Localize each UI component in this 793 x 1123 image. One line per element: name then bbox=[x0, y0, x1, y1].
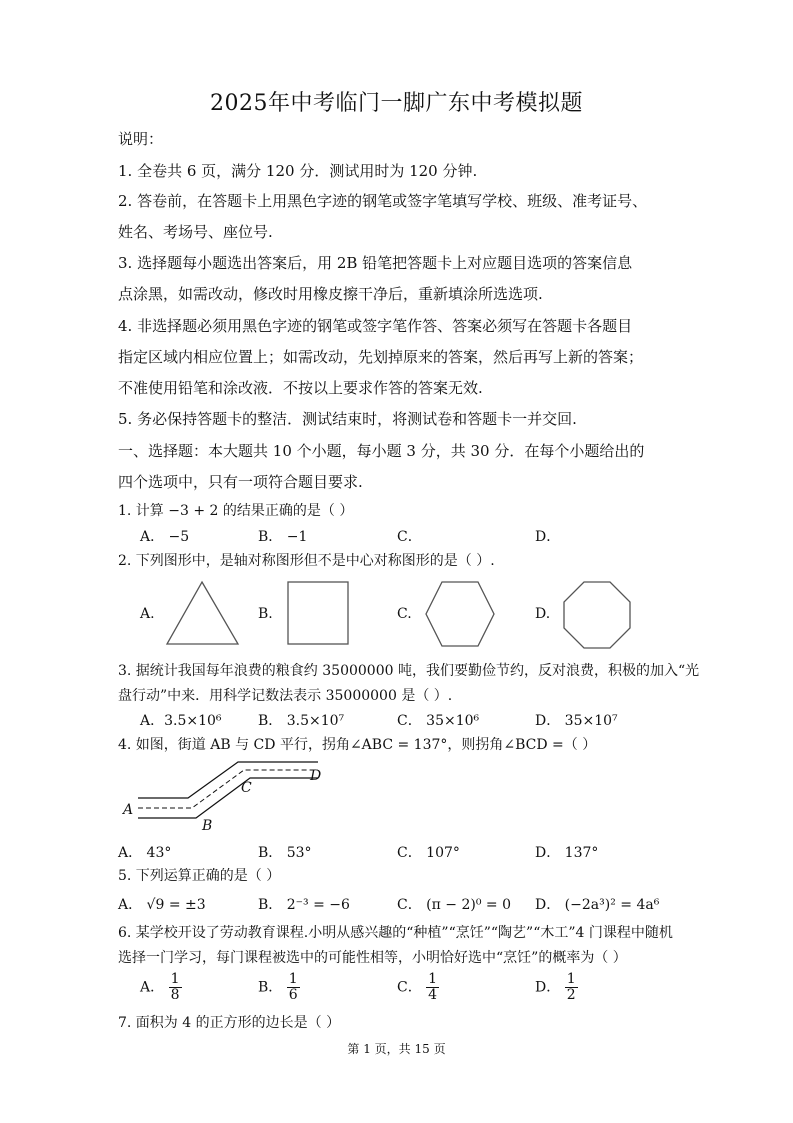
label-d: D bbox=[310, 768, 322, 784]
fraction bbox=[426, 972, 439, 1003]
option-label: B． bbox=[258, 979, 283, 996]
question-3-stem-cont: 盘行动”中来．用科学记数法表示 35000000 是（ ）. bbox=[118, 688, 453, 704]
street-figure bbox=[118, 756, 338, 834]
square-figure bbox=[286, 580, 350, 646]
octagon-figure bbox=[562, 580, 632, 650]
q2-option-b[interactable]: B. bbox=[258, 606, 273, 622]
option-label: A． bbox=[140, 979, 165, 996]
label-b: B bbox=[202, 818, 213, 834]
section-heading: 一、选择题：本大题共 10 个小题，每小题 3 分，共 30 分．在每个小题给出的 bbox=[118, 442, 645, 460]
q2-option-c[interactable]: C. bbox=[397, 606, 412, 622]
q6-option-a[interactable] bbox=[140, 972, 182, 1003]
question-1-stem: 1. 计算 −3 + 2 的结果正确的是（ ） bbox=[118, 503, 354, 519]
q1-option-d[interactable]: D． bbox=[535, 529, 561, 545]
q3-option-a[interactable]: A．3.5×10⁶ bbox=[140, 713, 222, 729]
numerator: 1 bbox=[170, 971, 180, 987]
page-title: 2025年中考临门一脚广东中考模拟题 bbox=[210, 91, 583, 116]
label-c: C bbox=[241, 780, 252, 796]
instruction-line: 指定区域内相应位置上；如需改动，先划掉原来的答案，然后再写上新的答案； bbox=[118, 348, 644, 366]
instruction-line: 3. 选择题每小题选出答案后，用 2B 铅笔把答题卡上对应题目选项的答案信息 bbox=[118, 254, 633, 272]
q6-option-b[interactable] bbox=[258, 972, 300, 1003]
question-4-stem: 4. 如图，街道 AB 与 CD 平行，拐角∠ABC = 137°，则拐角∠BCD =（ ） bbox=[118, 737, 597, 753]
question-7-stem: 7. 面积为 4 的正方形的边长是（ ） bbox=[118, 1015, 341, 1031]
q1-option-a[interactable]: A． −5 bbox=[140, 529, 190, 545]
instructions-heading: 说明： bbox=[118, 130, 164, 148]
section-heading-cont: 四个选项中，只有一项符合题目要求. bbox=[118, 473, 363, 491]
q5-option-b[interactable]: B． 2⁻³ = −6 bbox=[258, 897, 350, 913]
q5-option-a[interactable]: A． √9 = ±3 bbox=[118, 897, 206, 913]
q1-option-c[interactable]: C． bbox=[397, 529, 422, 545]
q3-option-c[interactable]: C． 35×10⁶ bbox=[397, 713, 480, 729]
fraction bbox=[565, 972, 578, 1003]
q4-option-c[interactable]: C． 107° bbox=[397, 845, 460, 861]
q1-option-b[interactable]: B． −1 bbox=[258, 529, 308, 545]
q3-option-d[interactable]: D． 35×10⁷ bbox=[535, 713, 618, 729]
q4-option-b[interactable]: B． 53° bbox=[258, 845, 312, 861]
question-2-stem: 2. 下列图形中，是轴对称图形但不是中心对称图形的是（ ）. bbox=[118, 553, 495, 569]
instruction-line: 姓名、考场号、座位号. bbox=[118, 223, 273, 241]
instruction-line: 1. 全卷共 6 页，满分 120 分．测试用时为 120 分钟. bbox=[118, 162, 478, 180]
question-3-stem: 3. 据统计我国每年浪费的粮食约 35000000 吨，我们要勤俭节约，反对浪费，积极的加入“光 bbox=[118, 663, 700, 679]
q5-option-d[interactable]: D． (−2a³)² = 4a⁶ bbox=[535, 897, 660, 913]
question-5-stem: 5. 下列运算正确的是（ ） bbox=[118, 868, 281, 884]
instruction-line: 点涂黑，如需改动，修改时用橡皮擦干净后，重新填涂所选选项. bbox=[118, 285, 543, 303]
instruction-line: 不准使用铅笔和涂改液．不按以上要求作答的答案无效. bbox=[118, 379, 483, 397]
q2-option-a[interactable]: A. bbox=[140, 606, 155, 622]
numerator: 1 bbox=[566, 971, 576, 987]
q4-option-a[interactable]: A． 43° bbox=[118, 845, 172, 861]
option-label: C． bbox=[397, 979, 422, 996]
instruction-line: 5. 务必保持答题卡的整洁．测试结束时，将测试卷和答题卡一并交回. bbox=[118, 410, 577, 428]
question-6-stem: 6. 某学校开设了劳动教育课程.小明从感兴趣的“种植”“烹饪”“陶艺”“木工”4 门课程中随机 bbox=[118, 925, 673, 941]
instruction-line: 4. 非选择题必须用黑色字迹的钢笔或签字笔作答、答案必须写在答题卡各题目 bbox=[118, 317, 633, 335]
q6-option-c[interactable] bbox=[397, 972, 439, 1003]
denominator: 8 bbox=[170, 987, 180, 1003]
q6-option-d[interactable] bbox=[535, 972, 578, 1003]
q4-option-d[interactable]: D． 137° bbox=[535, 845, 599, 861]
q5-option-c[interactable]: C． (π − 2)⁰ = 0 bbox=[397, 897, 511, 913]
page-footer: 第 1 页，共 15 页 bbox=[347, 1042, 446, 1056]
option-label: D． bbox=[535, 979, 561, 996]
denominator: 2 bbox=[566, 987, 576, 1003]
label-a: A bbox=[123, 802, 134, 818]
q3-option-b[interactable]: B． 3.5×10⁷ bbox=[258, 713, 345, 729]
instruction-line: 2. 答卷前，在答题卡上用黑色字迹的钢笔或签字笔填写学校、班级、准考证号、 bbox=[118, 192, 648, 210]
denominator: 6 bbox=[288, 987, 298, 1003]
question-6-stem-cont: 选择一门学习，每门课程被选中的可能性相等，小明恰好选中“烹饪”的概率为（ ） bbox=[118, 950, 627, 966]
denominator: 4 bbox=[428, 987, 438, 1003]
hexagon-figure bbox=[424, 580, 496, 648]
numerator: 1 bbox=[288, 971, 298, 987]
numerator: 1 bbox=[428, 971, 438, 987]
fraction bbox=[169, 972, 182, 1003]
triangle-figure bbox=[165, 580, 240, 646]
fraction bbox=[287, 972, 300, 1003]
q2-option-d[interactable]: D. bbox=[535, 606, 551, 622]
